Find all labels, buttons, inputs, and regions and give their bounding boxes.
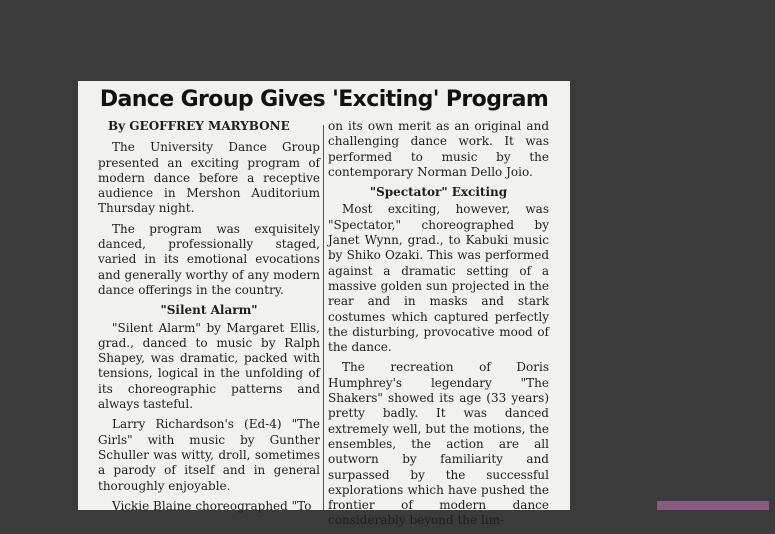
article-paragraph: on its own merit as an original and challenging dance work. It was performed to music by the contemporary Norman Dello Joio. xyxy=(328,119,549,179)
article-byline: By GEOFFREY MARYBONE xyxy=(108,119,290,133)
section-subhead: "Silent Alarm" xyxy=(160,303,258,318)
article-paragraph: The program was exquisitely danced, professionally staged, varied in its emotional evocations and generally worthy of any modern dance offerings in the country. xyxy=(98,221,320,297)
right-column-body xyxy=(328,119,549,529)
column-divider xyxy=(323,125,324,510)
article-paragraph: Vickie Blaine choreographed "To xyxy=(112,498,312,513)
article-headline: Dance Group Gives 'Exciting' Program xyxy=(99,87,549,112)
article-column-right xyxy=(328,119,549,534)
article-paragraph: Larry Richardson's (Ed-4) "The Girls" with music by Gunther Schuller was witty, droll, sometimes a parody of itself and in general thoroughly enjoyable. xyxy=(98,417,320,493)
article-paragraph: "Silent Alarm" by Margaret Ellis, grad., danced to music by Ralph Shapey, was dramatic, packed with tensions, logical in the unfolding of its choreographic patterns and always tasteful. xyxy=(98,320,320,412)
bottom-tab[interactable] xyxy=(657,501,769,510)
article-column-left xyxy=(98,119,320,519)
article-paragraph: The recreation of Doris Humphrey's legendary "The Shakers" showed its age (33 years) pretty badly. It was danced extremely well, but the motions, the ensembles, the action are all outworn by familiarity and surpassed by the successful explorations which have pushed the frontier of modern dance considerably beyond the lim- xyxy=(328,360,549,528)
article-paragraph: Most exciting, however, was "Spectator," choreographed by Janet Wynn, grad., to Kabuki music by Shiko Ozaki. This was performed against a dramatic setting of a massive golden sun projected in the rear and in masks and stark costumes which captured perfectly the disturbing, provocative mood of the dance. xyxy=(328,202,549,355)
left-column-body xyxy=(98,140,320,514)
newspaper-clipping xyxy=(78,81,570,528)
article-paragraph: The University Dance Group presented an exciting program of modern dance before a receptive audience in Mershon Auditorium Thursday night. xyxy=(98,140,320,216)
section-subhead: "Spectator" Exciting xyxy=(369,185,508,200)
